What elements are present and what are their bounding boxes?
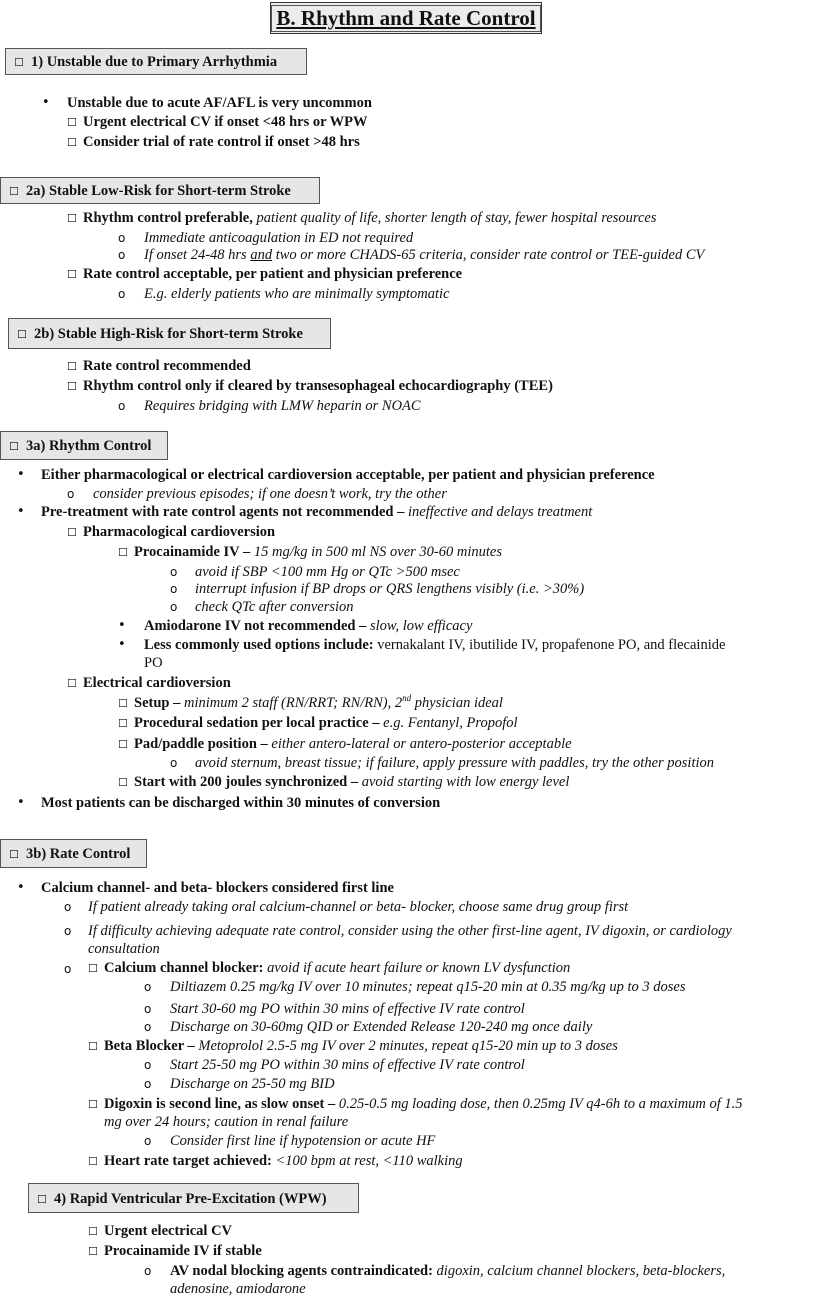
- section-3a-title: 3a) Rhythm Control: [26, 438, 152, 454]
- s3b-beta-blocker-bold: Beta Blocker –: [104, 1038, 195, 1054]
- section-4-header: [28, 1183, 359, 1213]
- checkbox-icon: ☐: [118, 697, 128, 710]
- s2a-sub-3: E.g. elderly patients who are minimally symptomatic: [144, 286, 450, 302]
- s2a-sub-2: [144, 246, 704, 264]
- checkbox-icon: ☐: [9, 848, 19, 861]
- checkbox-icon: ☐: [67, 526, 77, 539]
- s2a-sub-1: Immediate anticoagulation in ED not required: [144, 230, 414, 246]
- s3a-bullet-3: Most patients can be discharged within 30 minutes of conversion: [41, 795, 441, 811]
- s3b-sub-2-cont: consultation: [88, 941, 160, 957]
- s3a-bullet-1-sub: consider previous episodes; if one doesn’t work, try the other: [93, 486, 447, 502]
- s4-sub-1-bold: AV nodal blocking agents contraindicated:: [170, 1263, 433, 1279]
- circle-bullet-icon: o: [118, 399, 126, 413]
- circle-bullet-icon: o: [118, 231, 126, 245]
- s4-check-2-text: Procainamide IV if stable: [104, 1243, 262, 1259]
- checkbox-icon: ☐: [67, 268, 77, 281]
- checkbox-icon: ☐: [118, 546, 128, 559]
- page-title-frame: [270, 2, 542, 34]
- s3b-ccb-sub-3: Discharge on 30-60mg QID or Extended Release 120-240 mg once daily: [170, 1019, 593, 1035]
- s2b-check-1-text: Rate control recommended: [83, 358, 251, 374]
- section-2b-header: [8, 318, 331, 349]
- s3a-bullet-2-italic: ineffective and delays treatment: [407, 504, 593, 520]
- s3b-ccb: [88, 959, 570, 978]
- s2a-check-2-text: Rate control acceptable, per patient and physician preference: [83, 266, 463, 282]
- s3a-bullet-2-bold: Pre-treatment with rate control agents not recommended –: [41, 504, 405, 520]
- s2a-check-1: [67, 209, 657, 228]
- s3a-setup: [118, 694, 503, 713]
- s3a-less-common-text: vernakalant IV, ibutilide IV, propafenone PO, and flecainide: [377, 637, 726, 653]
- bullet-icon: •: [42, 95, 50, 110]
- s4-check-1: [88, 1222, 232, 1241]
- section-1-title: 1) Unstable due to Primary Arrhythmia: [31, 54, 278, 70]
- s2b-check-1: [67, 357, 251, 376]
- bullet-icon: •: [118, 618, 126, 633]
- s2a-check-1-italic: patient quality of life, shorter length of stay, fewer hospital resources: [256, 210, 657, 226]
- s1-check-1: [67, 113, 368, 132]
- s3b-digoxin-cont: mg over 24 hours; caution in renal failure: [104, 1114, 349, 1130]
- section-3b-title: 3b) Rate Control: [26, 846, 131, 862]
- s3a-setup-bold: Setup –: [134, 695, 181, 711]
- checkbox-icon: ☐: [14, 56, 24, 69]
- circle-bullet-icon: o: [64, 900, 72, 914]
- bullet-icon: •: [17, 467, 25, 482]
- section-2a-header: [0, 177, 320, 204]
- circle-bullet-icon: o: [144, 1134, 152, 1148]
- s3b-sub-1: If patient already taking oral calcium-channel or beta- blocker, choose same drug group first: [88, 899, 629, 915]
- s2b-check-2-text: Rhythm control only if cleared by transesophageal echocardiography (TEE): [83, 378, 553, 394]
- s3a-proc-sub-1: avoid if SBP <100 mm Hg or QTc >500 msec: [195, 564, 460, 580]
- s3a-proc-sub-2: interrupt infusion if BP drops or QRS lengthens visibly (i.e. >30%): [195, 581, 585, 597]
- s3a-less-common-bold: Less commonly used options include:: [144, 637, 374, 653]
- section-2b-title: 2b) Stable High-Risk for Short-term Stroke: [34, 326, 303, 342]
- bullet-icon: •: [17, 880, 25, 895]
- s3a-proc-sub-3: check QTc after conversion: [195, 599, 354, 615]
- section-3b-header: [0, 839, 147, 868]
- checkbox-icon: ☐: [88, 1040, 98, 1053]
- circle-bullet-icon: o: [64, 924, 72, 938]
- circle-bullet-icon: o: [144, 1264, 152, 1278]
- circle-bullet-icon: o: [170, 756, 178, 770]
- section-3a-header: [0, 431, 168, 460]
- circle-bullet-icon: o: [118, 248, 126, 262]
- s2a-sub-2-and: and: [250, 247, 273, 263]
- s4-sub-1-italic: digoxin, calcium channel blockers, beta-blockers,: [436, 1263, 726, 1279]
- circle-bullet-icon: o: [144, 1058, 152, 1072]
- section-4-title: 4) Rapid Ventricular Pre-Excitation (WPW): [54, 1191, 327, 1207]
- bullet-icon: •: [17, 504, 25, 519]
- s3a-procainamide-bold: Procainamide IV –: [134, 544, 251, 560]
- checkbox-icon: ☐: [67, 360, 77, 373]
- checkbox-icon: ☐: [17, 328, 27, 341]
- s3a-start-bold: Start with 200 joules synchronized –: [134, 774, 359, 790]
- s3a-sedation-italic: e.g. Fentanyl, Propofol: [383, 715, 518, 731]
- checkbox-icon: ☐: [9, 185, 19, 198]
- circle-bullet-icon: o: [118, 287, 126, 301]
- s3a-less-common: [144, 636, 725, 654]
- circle-bullet-icon: o: [144, 1002, 152, 1016]
- s3a-pad-bold: Pad/paddle position –: [134, 736, 268, 752]
- s4-check-2: [88, 1242, 262, 1261]
- page-title: B. Rhythm and Rate Control: [271, 5, 540, 32]
- s3a-pad: [118, 735, 572, 754]
- s2a-check-2: [67, 265, 462, 284]
- s3b-beta-blocker-italic: Metoprolol 2.5-5 mg IV over 2 minutes, repeat q15-20 min up to 3 doses: [198, 1038, 618, 1054]
- s3b-bb-sub-1: Start 25-50 mg PO within 30 mins of effective IV rate control: [170, 1057, 525, 1073]
- checkbox-icon: ☐: [118, 717, 128, 730]
- checkbox-icon: ☐: [37, 1193, 47, 1206]
- bullet-icon: •: [17, 795, 25, 810]
- s4-check-1-text: Urgent electrical CV: [104, 1223, 233, 1239]
- s3a-amiodarone: [144, 617, 472, 635]
- section-1-header: [5, 48, 307, 75]
- s2b-check-2: [67, 377, 553, 396]
- s4-sub-1-cont: adenosine, amiodarone: [170, 1281, 306, 1297]
- s3a-bullet-2: [41, 503, 592, 521]
- s3a-setup-italic-b: physician ideal: [411, 695, 503, 711]
- s3a-pad-italic: either antero-lateral or antero-posterior acceptable: [271, 736, 572, 752]
- s2b-sub-1: Requires bridging with LMW heparin or NOAC: [144, 398, 421, 414]
- checkbox-icon: ☐: [67, 116, 77, 129]
- s2a-sub-2-a: If onset 24-48 hrs: [144, 247, 251, 263]
- s3b-hr-target: [88, 1152, 463, 1171]
- s1-bullet-1: Unstable due to acute AF/AFL is very uncommon: [67, 95, 372, 111]
- s3a-sedation: [118, 714, 518, 733]
- s3b-digoxin-bold: Digoxin is second line, as slow onset –: [104, 1096, 336, 1112]
- s3a-procainamide: [118, 543, 502, 562]
- checkbox-icon: ☐: [67, 380, 77, 393]
- s3a-pad-sub-1: avoid sternum, breast tissue; if failure, apply pressure with paddles, try the other position: [195, 755, 715, 771]
- s3a-pharm-text: Pharmacological cardioversion: [83, 524, 276, 540]
- s3a-electrical: [67, 674, 231, 693]
- checkbox-icon: ☐: [67, 212, 77, 225]
- checkbox-icon: ☐: [9, 440, 19, 453]
- s3b-sub-2: If difficulty achieving adequate rate control, consider using the other first-line agent, IV digoxin, or cardiology: [88, 923, 732, 939]
- s3a-less-common-cont: PO: [144, 655, 163, 671]
- s3a-amiodarone-italic: slow, low efficacy: [369, 618, 473, 634]
- circle-bullet-icon: o: [67, 487, 75, 501]
- s3b-hr-target-italic: <100 bpm at rest, <110 walking: [271, 1153, 463, 1169]
- s3b-dig-sub-1: Consider first line if hypotension or acute HF: [170, 1133, 436, 1149]
- s1-check-1-text: Urgent electrical CV if onset <48 hrs or WPW: [83, 114, 368, 130]
- s3b-bullet-1: Calcium channel- and beta- blockers considered first line: [41, 880, 394, 896]
- s3b-digoxin-italic: 0.25-0.5 mg loading dose, then 0.25mg IV q4-6h to a maximum of 1.5: [338, 1096, 743, 1112]
- s3a-setup-sup: nd: [402, 693, 412, 704]
- circle-bullet-icon: o: [144, 1020, 152, 1034]
- s2a-sub-2-b: two or more CHADS-65 criteria, consider rate control or TEE-guided CV: [272, 247, 705, 263]
- circle-bullet-icon: o: [64, 962, 72, 976]
- checkbox-icon: ☐: [67, 677, 77, 690]
- checkbox-icon: ☐: [88, 1098, 98, 1111]
- s3a-start-italic: avoid starting with low energy level: [361, 774, 570, 790]
- checkbox-icon: ☐: [88, 962, 98, 975]
- checkbox-icon: ☐: [118, 738, 128, 751]
- s3a-amiodarone-bold: Amiodarone IV not recommended –: [144, 618, 367, 634]
- s3b-digoxin: [88, 1095, 743, 1114]
- checkbox-icon: ☐: [118, 776, 128, 789]
- s3a-start: [118, 773, 569, 792]
- s1-check-2-text: Consider trial of rate control if onset >48 hrs: [83, 134, 360, 150]
- circle-bullet-icon: o: [170, 600, 178, 614]
- s3b-bb-sub-2: Discharge on 25-50 mg BID: [170, 1076, 335, 1092]
- s3a-setup-italic-a: minimum 2 staff (RN/RRT; RN/RN), 2: [183, 695, 403, 711]
- checkbox-icon: ☐: [88, 1155, 98, 1168]
- s3b-ccb-bold: Calcium channel blocker:: [104, 960, 264, 976]
- circle-bullet-icon: o: [144, 980, 152, 994]
- checkbox-icon: ☐: [88, 1225, 98, 1238]
- section-2a-title: 2a) Stable Low-Risk for Short-term Stroke: [26, 183, 291, 199]
- circle-bullet-icon: o: [170, 565, 178, 579]
- s3a-pharm: [67, 523, 275, 542]
- s3b-ccb-italic: avoid if acute heart failure or known LV dysfunction: [267, 960, 571, 976]
- s3a-electrical-text: Electrical cardioversion: [83, 675, 231, 691]
- circle-bullet-icon: o: [170, 582, 178, 596]
- s3a-sedation-bold: Procedural sedation per local practice –: [134, 715, 380, 731]
- s1-check-2: [67, 133, 360, 152]
- s3a-bullet-1: Either pharmacological or electrical cardioversion acceptable, per patient and physician preference: [41, 467, 655, 483]
- circle-bullet-icon: o: [144, 1077, 152, 1091]
- s2a-check-1-bold: Rhythm control preferable,: [83, 210, 253, 226]
- s4-sub-1: [170, 1262, 725, 1280]
- s3b-hr-target-bold: Heart rate target achieved:: [104, 1153, 272, 1169]
- s3a-procainamide-italic: 15 mg/kg in 500 ml NS over 30-60 minutes: [253, 544, 502, 560]
- s3b-ccb-sub-2: Start 30-60 mg PO within 30 mins of effective IV rate control: [170, 1001, 525, 1017]
- checkbox-icon: ☐: [67, 136, 77, 149]
- checkbox-icon: ☐: [88, 1245, 98, 1258]
- s3b-ccb-sub-1: Diltiazem 0.25 mg/kg IV over 10 minutes; repeat q15-20 min at 0.35 mg/kg up to 3 doses: [170, 979, 686, 995]
- bullet-icon: •: [118, 637, 126, 652]
- s3b-beta-blocker: [88, 1037, 618, 1056]
